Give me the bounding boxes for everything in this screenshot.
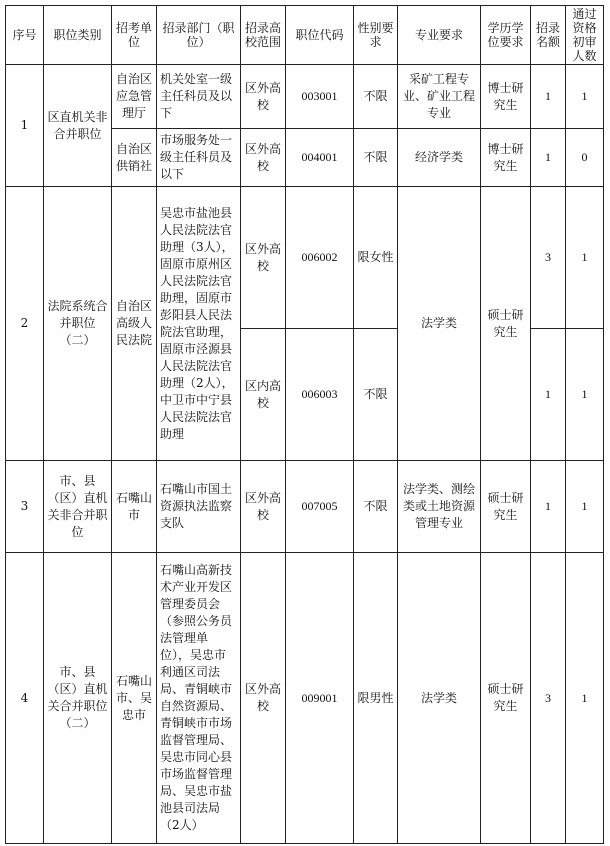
header-code: 职位代码 [286, 6, 354, 65]
major-cell: 法学类、测绘类或土地资源管理专业 [398, 461, 481, 553]
code-cell: 007005 [286, 461, 354, 553]
gender-cell: 不限 [354, 65, 398, 129]
unit-cell: 石嘴山市、吴忠市 [112, 553, 157, 844]
major-cell: 经济学类 [398, 129, 481, 187]
quota-cell: 1 [531, 461, 566, 553]
category-cell: 法院系统合并职位（二） [44, 187, 112, 461]
code-cell: 003001 [286, 65, 354, 129]
unit-cell: 自治区应急管理厅 [112, 65, 157, 129]
header-category: 职位类别 [44, 6, 112, 65]
quota-cell: 1 [531, 329, 566, 461]
passed-cell: 1 [566, 65, 604, 129]
table-row [6, 65, 604, 129]
passed-cell: 1 [566, 553, 604, 844]
header-unit: 招考单位 [112, 6, 157, 65]
header-row [6, 6, 604, 65]
code-cell: 006003 [286, 329, 354, 461]
code-cell: 006002 [286, 187, 354, 329]
dept-cell: 机关处室一级主任科员及以下 [157, 65, 241, 129]
scope-cell: 区外高校 [241, 129, 286, 187]
major-cell: 法学类 [398, 187, 481, 461]
header-quota: 招录名额 [531, 6, 566, 65]
scope-cell: 区外高校 [241, 553, 286, 844]
table-row [6, 461, 604, 553]
gender-cell: 限男性 [354, 553, 398, 844]
header-major: 专业要求 [398, 6, 481, 65]
recruitment-table [5, 5, 604, 844]
header-seq: 序号 [6, 6, 44, 65]
code-cell: 009001 [286, 553, 354, 844]
table-row [6, 553, 604, 844]
seq-cell: 2 [6, 187, 44, 461]
gender-cell: 不限 [354, 129, 398, 187]
unit-cell: 石嘴山市 [112, 461, 157, 553]
dept-cell: 石嘴山高新技术产业开发区管理委员会（参照公务员法管理单位），吴忠市利通区司法局、青铜峡市自然资源局、青铜峡市市场监督管理局、吴忠市同心县市场监督管理局、吴忠市盐池县司法局（2人） [157, 553, 241, 844]
header-dept: 招录部门（职位） [157, 6, 241, 65]
header-gender: 性别要求 [354, 6, 398, 65]
seq-cell: 1 [6, 65, 44, 187]
category-cell: 市、县（区）直机关合并职位（二） [44, 553, 112, 844]
degree-cell: 硕士研究生 [481, 553, 531, 844]
major-cell: 法学类 [398, 553, 481, 844]
table-row [6, 187, 604, 329]
quota-cell: 1 [531, 129, 566, 187]
passed-cell: 1 [566, 187, 604, 329]
quota-cell: 3 [531, 553, 566, 844]
code-cell: 004001 [286, 129, 354, 187]
scope-cell: 区外高校 [241, 461, 286, 553]
gender-cell: 不限 [354, 461, 398, 553]
dept-cell: 吴忠市盐池县人民法院法官助理（3人），固原市原州区人民法院法官助理，固原市彭阳县人民法院法官助理，固原市泾源县人民法院法官助理（2人），中卫市中宁县人民法院法官助理 [157, 187, 241, 461]
scope-cell: 区内高校 [241, 329, 286, 461]
gender-cell: 不限 [354, 329, 398, 461]
quota-cell: 1 [531, 65, 566, 129]
seq-cell: 3 [6, 461, 44, 553]
dept-cell: 石嘴山市国土资源执法监察支队 [157, 461, 241, 553]
degree-cell: 硕士研究生 [481, 461, 531, 553]
major-cell: 采矿工程专业、矿业工程专业 [398, 65, 481, 129]
degree-cell: 博士研究生 [481, 129, 531, 187]
unit-cell: 自治区高级人民法院 [112, 187, 157, 461]
category-cell: 市、县（区）直机关非合并职位 [44, 461, 112, 553]
header-scope: 招录高校范围 [241, 6, 286, 65]
unit-cell: 自治区供销社 [112, 129, 157, 187]
passed-cell: 1 [566, 329, 604, 461]
seq-cell: 4 [6, 553, 44, 844]
scope-cell: 区外高校 [241, 187, 286, 329]
quota-cell: 3 [531, 187, 566, 329]
category-cell: 区直机关非合并职位 [44, 65, 112, 187]
scope-cell: 区外高校 [241, 65, 286, 129]
passed-cell: 1 [566, 461, 604, 553]
passed-cell: 0 [566, 129, 604, 187]
header-degree: 学历学位要求 [481, 6, 531, 65]
dept-cell: 市场服务处一级主任科员及以下 [157, 129, 241, 187]
degree-cell: 博士研究生 [481, 65, 531, 129]
gender-cell: 限女性 [354, 187, 398, 329]
degree-cell: 硕士研究生 [481, 187, 531, 461]
header-passed: 通过资格初审人数 [566, 6, 604, 65]
